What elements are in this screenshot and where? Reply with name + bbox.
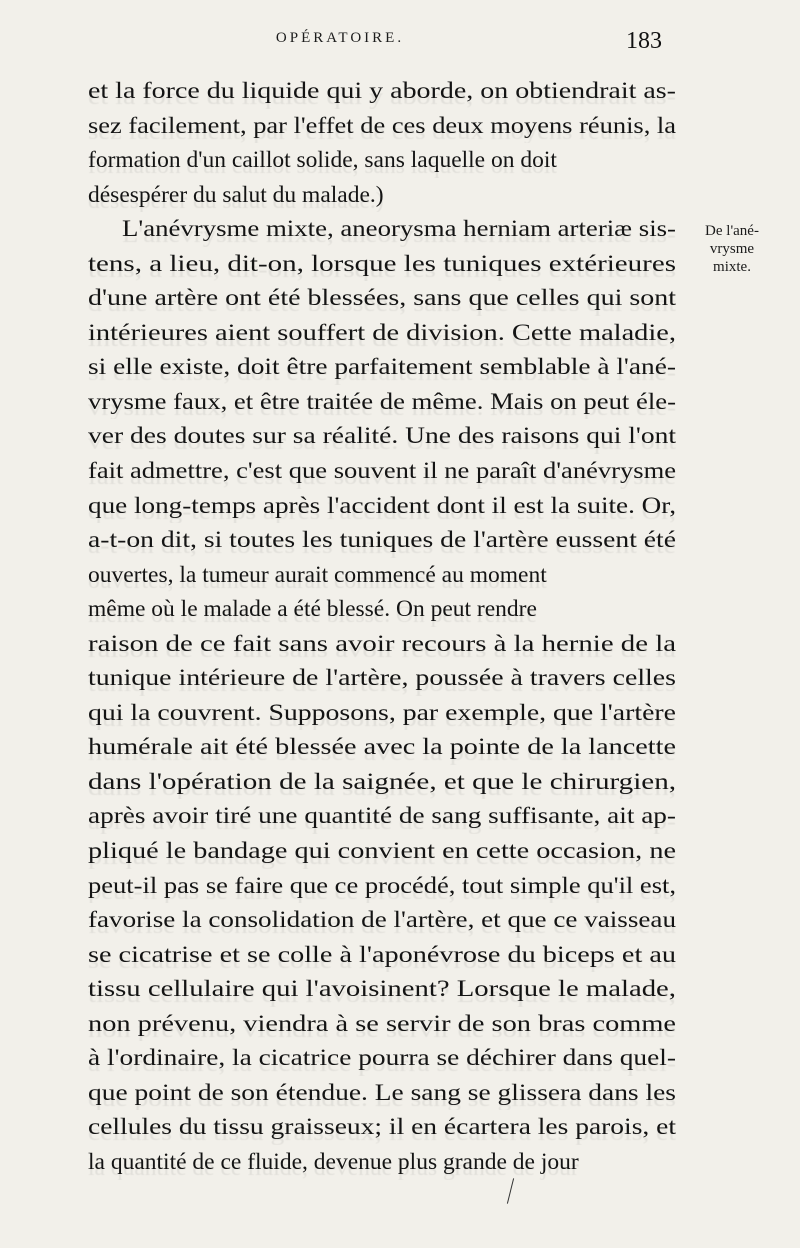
text-line: fait admettre, c'est que souvent il ne paraît d'anévrysme: [88, 458, 676, 485]
margin-note-line: vrysme: [709, 241, 755, 257]
text-line: la quantité de ce fluide, devenue plus grande de jour: [88, 1148, 579, 1175]
text-line: raison de ce fait sans avoir recours à la hernie de la: [88, 630, 676, 657]
text-line: si elle existe, doit être parfaitement semblable à l'ané-: [88, 354, 676, 381]
text-line: d'une artère ont été blessées, sans que celles qui sont: [88, 285, 676, 312]
text-line: intérieures aient souffert de division. Cette maladie,: [88, 319, 676, 346]
text-line: à l'ordinaire, la cicatrice pourra se déchirer dans quel-: [88, 1045, 676, 1072]
text-line: se cicatrise et se colle à l'aponévrose du biceps et au: [88, 941, 676, 968]
text-line: ver des doutes sur sa réalité. Une des raisons qui l'ont: [88, 423, 676, 450]
text-line: non prévenu, viendra à se servir de son bras comme: [88, 1010, 676, 1037]
text-line: tens, a lieu, dit-on, lorsque les tuniques extérieures: [88, 250, 676, 277]
text-line: que point de son étendue. Le sang se glissera dans les: [88, 1079, 676, 1106]
running-head: OPÉRATOIRE.: [275, 30, 405, 46]
text-line: vrysme faux, et être traitée de même. Mais on peut éle-: [88, 388, 676, 415]
text-line: a-t-on dit, si toutes les tuniques de l'artère eussent été: [88, 527, 676, 554]
text-line: tunique intérieure de l'artère, poussée à travers celles: [88, 665, 676, 692]
text-line: après avoir tiré une quantité de sang suffisante, ait ap-: [88, 803, 676, 830]
text-line: favorise la consolidation de l'artère, et que ce vaisseau: [88, 907, 676, 934]
page-number: 183: [626, 28, 662, 54]
text-line: humérale ait été blessée avec la pointe de la lancette: [88, 734, 676, 761]
text-line: L'anévrysme mixte, aneorysma herniam arteriæ sis-: [122, 216, 676, 243]
text-line: tissu cellulaire qui l'avoisinent? Lorsque le malade,: [88, 976, 676, 1003]
text-line: dans l'opération de la saignée, et que le chirurgien,: [88, 768, 676, 795]
stray-pen-mark: [507, 1178, 514, 1203]
text-line: sez facilement, par l'effet de ces deux moyens réunis, la: [88, 112, 676, 139]
text-line: ouvertes, la tumeur aurait commencé au moment: [88, 561, 547, 588]
text-line: même où le malade a été blessé. On peut rendre: [88, 596, 537, 623]
body-text: [88, 74, 676, 1180]
text-line: et la force du liquide qui y aborde, on obtiendrait as-: [88, 78, 676, 104]
margin-note-line: mixte.: [713, 259, 751, 275]
text-line: pliqué le bandage qui convient en cette occasion, ne: [88, 838, 676, 865]
margin-note: [690, 222, 774, 276]
text-line: peut-il pas se faire que ce procédé, tout simple qu'il est,: [88, 872, 676, 899]
margin-note-line: De l'ané-: [705, 223, 759, 239]
text-line: cellules du tissu graisseux; il en écartera les parois, et: [88, 1114, 676, 1141]
text-line: qui la couvrent. Supposons, par exemple, que l'artère: [88, 699, 676, 726]
text-line: que long-temps après l'accident dont il est la suite. Or,: [88, 492, 676, 519]
text-line: formation d'un caillot solide, sans laquelle on doit: [88, 147, 557, 174]
text-line: désespérer du salut du malade.): [88, 181, 384, 208]
